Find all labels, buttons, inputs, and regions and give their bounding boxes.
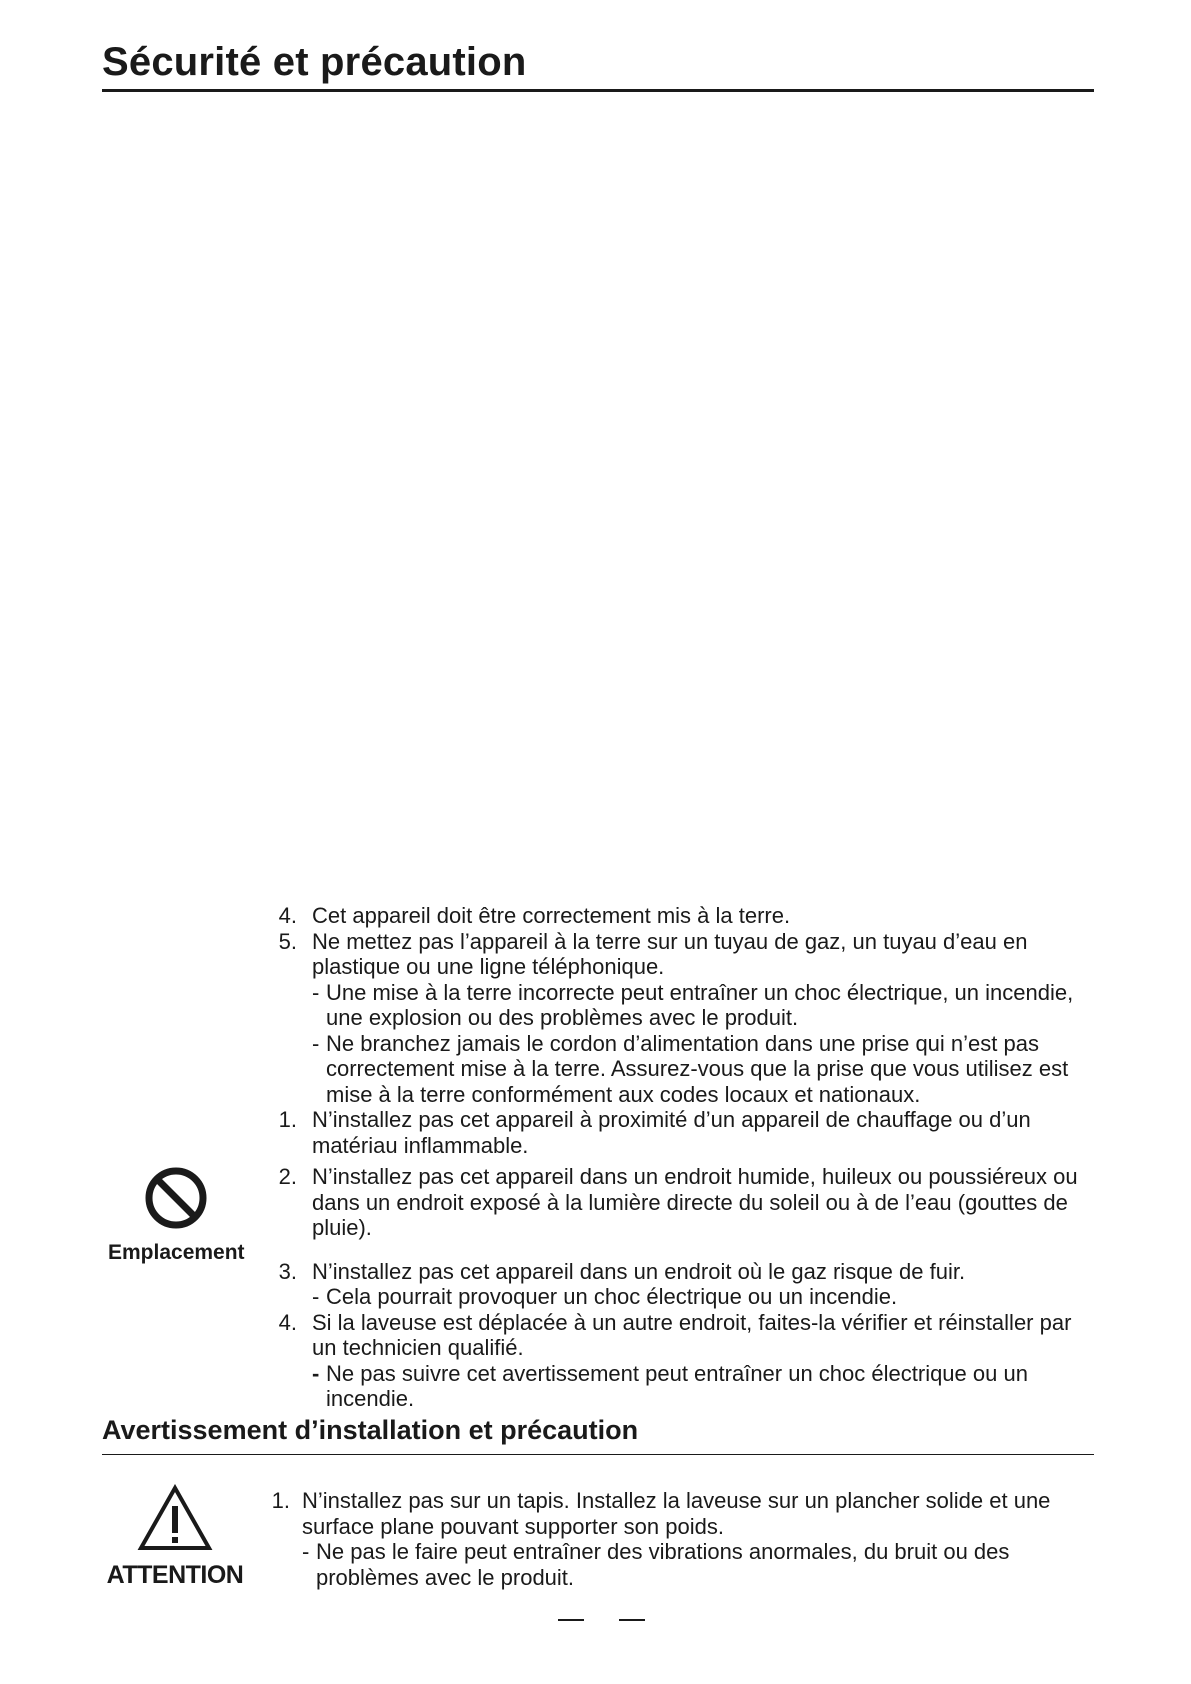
list-item — [265, 1310, 1095, 1412]
dash-bullet: - — [312, 1284, 320, 1309]
list-item — [265, 1259, 1095, 1310]
item-number: 1. — [271, 1488, 290, 1513]
title-divider — [102, 89, 1094, 92]
sub-item — [312, 1284, 1095, 1310]
item-text: Cet appareil doit être correctement mis à la terre. — [312, 903, 791, 928]
item-number: 4. — [278, 1309, 297, 1335]
section-divider — [102, 1454, 1094, 1455]
sub-item — [312, 980, 1095, 1031]
list-item — [265, 929, 1095, 1108]
list-item — [265, 903, 1095, 929]
sub-item — [312, 1031, 1095, 1108]
sub-item-text: Ne pas suivre cet avertissement peut entraîner un choc électrique ou un incendie. — [326, 1360, 1028, 1411]
attention-label: ATTENTION — [106, 1561, 244, 1589]
sub-item-text: Une mise à la terre incorrecte peut entraîner un choc électrique, un incendie, une explosion ou des problèmes avec le produit. — [326, 979, 1074, 1030]
item-number: 4. — [278, 903, 297, 928]
item-text: Si la laveuse est déplacée à un autre endroit, faites-la vérifier et réinstaller par un technicien qualifié. — [312, 1309, 1072, 1360]
installation-warning-list — [258, 1488, 1098, 1590]
list-item — [265, 1107, 1095, 1158]
sub-item — [312, 1361, 1095, 1412]
sub-item — [302, 1539, 1098, 1590]
item-text: N’installez pas cet appareil dans un endroit humide, huileux ou poussiéreux ou dans un endroit exposé à la lumière directe du soleil ou à de l’eau (gouttes de pluie). — [312, 1164, 1078, 1240]
page-title: Sécurité et précaution — [102, 40, 527, 84]
sub-item-text: Ne pas le faire peut entraîner des vibrations anormales, du bruit ou des problèmes avec le produit. — [316, 1539, 1010, 1590]
item-number: 3. — [278, 1258, 297, 1284]
dash-bullet: - — [312, 1030, 320, 1056]
section-title: Avertissement d’installation et précaution — [102, 1415, 639, 1445]
dash-bullet: - — [312, 1360, 320, 1386]
item-number: 1. — [278, 1107, 297, 1132]
dash-bullet: - — [302, 1539, 310, 1564]
dash-bullet: - — [312, 979, 320, 1005]
attention-icon-block — [100, 1484, 250, 1588]
item-text: N’installez pas sur un tapis. Installez la laveuse sur un plancher solide et une surface plane pouvant supporter son poids. — [302, 1488, 1051, 1539]
sub-item-text: Ne branchez jamais le cordon d’alimentation dans une prise qui n’est pas correctement mise à la terre. Assurez-vous que la prise que vous utilisez est mise à la terre conformément aux codes locaux et nationaux. — [326, 1030, 1069, 1107]
page-number-dash-right — [619, 1619, 645, 1621]
item-text: Ne mettez pas l’appareil à la terre sur un tuyau de gaz, un tuyau d’eau en plastique ou une ligne téléphonique. — [312, 928, 1028, 979]
location-icon-block — [108, 1166, 244, 1266]
item-text: N’installez pas cet appareil dans un endroit où le gaz risque de fuir. — [312, 1258, 966, 1284]
location-warning-list — [265, 903, 1095, 1412]
list-item — [258, 1488, 1098, 1590]
page-number-dash-left — [558, 1619, 584, 1621]
sub-item-text: Cela pourrait provoquer un choc électrique ou un incendie. — [326, 1284, 898, 1309]
prohibition-icon — [144, 1166, 208, 1230]
list-item — [265, 1164, 1095, 1241]
item-text: N’installez pas cet appareil à proximité d’un appareil de chauffage ou d’un matériau inflammable. — [312, 1107, 1031, 1158]
item-number: 2. — [278, 1164, 297, 1189]
item-number: 5. — [278, 928, 297, 954]
warning-triangle-icon — [137, 1484, 213, 1552]
location-label: Emplacement — [108, 1241, 245, 1264]
